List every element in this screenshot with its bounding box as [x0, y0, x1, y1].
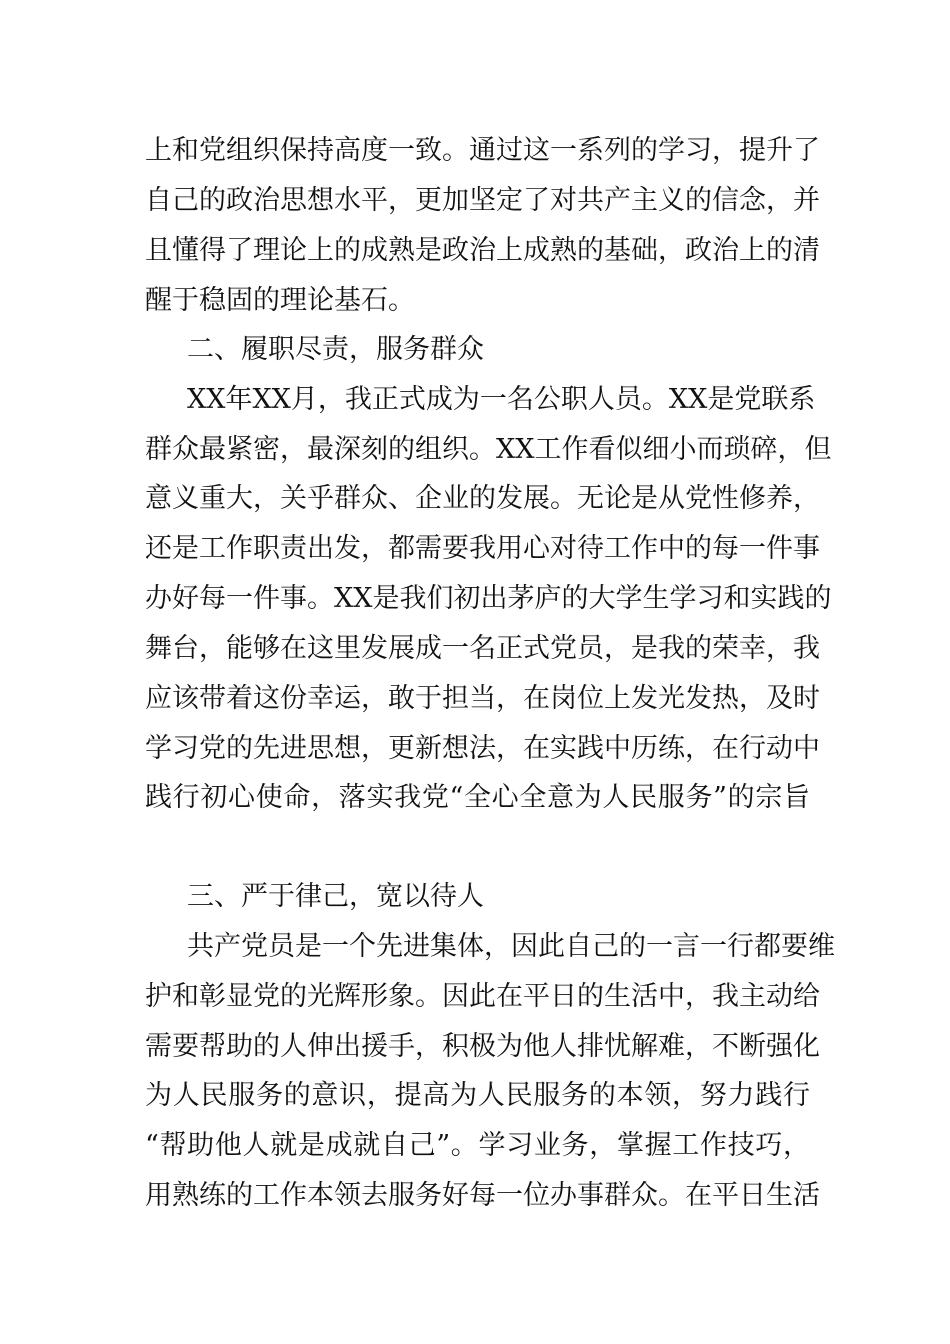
paragraph-2-line-1: XX年XX月，我正式成为一名公职人员。XX是党联系: [187, 384, 816, 415]
paragraph-2-line-7: 应该带着这份幸运，敢于担当，在岗位上发光发热，及时: [145, 683, 820, 714]
paragraph-2-line-4: 还是工作职责出发，都需要我用心对待工作中的每一件事: [145, 533, 820, 564]
paragraph-2-line-6: 舞台，能够在这里发展成一名正式党员，是我的荣幸，我: [145, 633, 820, 664]
paragraph-2-line-9: 践行初心使命，落实我党“全心全意为人民服务”的宗旨: [145, 782, 810, 813]
paragraph-2-line-5: 办好每一件事。XX是我们初出茅庐的大学生学习和实践的: [145, 583, 832, 614]
paragraph-2-line-8: 学习党的先进思想，更新想法，在实践中历练，在行动中: [145, 733, 820, 764]
paragraph-2-line-3: 意义重大，关乎群众、企业的发展。无论是从党性修养，: [145, 483, 820, 514]
paragraph-1-line-2: 自己的政治思想水平，更加坚定了对共产主义的信念，并: [145, 185, 820, 216]
section-heading-2: 二、履职尽责，服务群众: [187, 334, 484, 365]
paragraph-3-line-2: 护和彰显党的光辉形象。因此在平日的生活中，我主动给: [145, 981, 820, 1012]
paragraph-1-line-3: 且懂得了理论上的成熟是政治上成熟的基础，政治上的清: [145, 235, 820, 266]
paragraph-1-line-1: 上和党组织保持高度一致。通过这一系列的学习，提升了: [145, 135, 820, 166]
paragraph-2-line-2: 群众最紧密，最深刻的组织。XX工作看似细小而琐碎，但: [145, 434, 832, 465]
paragraph-3-line-1: 共产党员是一个先进集体，因此自己的一言一行都要维: [187, 931, 835, 962]
paragraph-3-line-3: 需要帮助的人伸出援手，积极为他人排忧解难，不断强化: [145, 1031, 820, 1062]
paragraph-3-line-6: 用熟练的工作本领去服务好每一位办事群众。在平日生活: [145, 1180, 820, 1211]
paragraph-3-line-5: “帮助他人就是成就自己”。学习业务，掌握工作技巧，: [145, 1130, 810, 1161]
paragraph-1-line-4: 醒于稳固的理论基石。: [145, 285, 415, 316]
section-heading-3: 三、严于律己，宽以待人: [187, 881, 484, 912]
paragraph-3-line-4: 为人民服务的意识，提高为人民服务的本领，努力践行: [145, 1080, 810, 1111]
